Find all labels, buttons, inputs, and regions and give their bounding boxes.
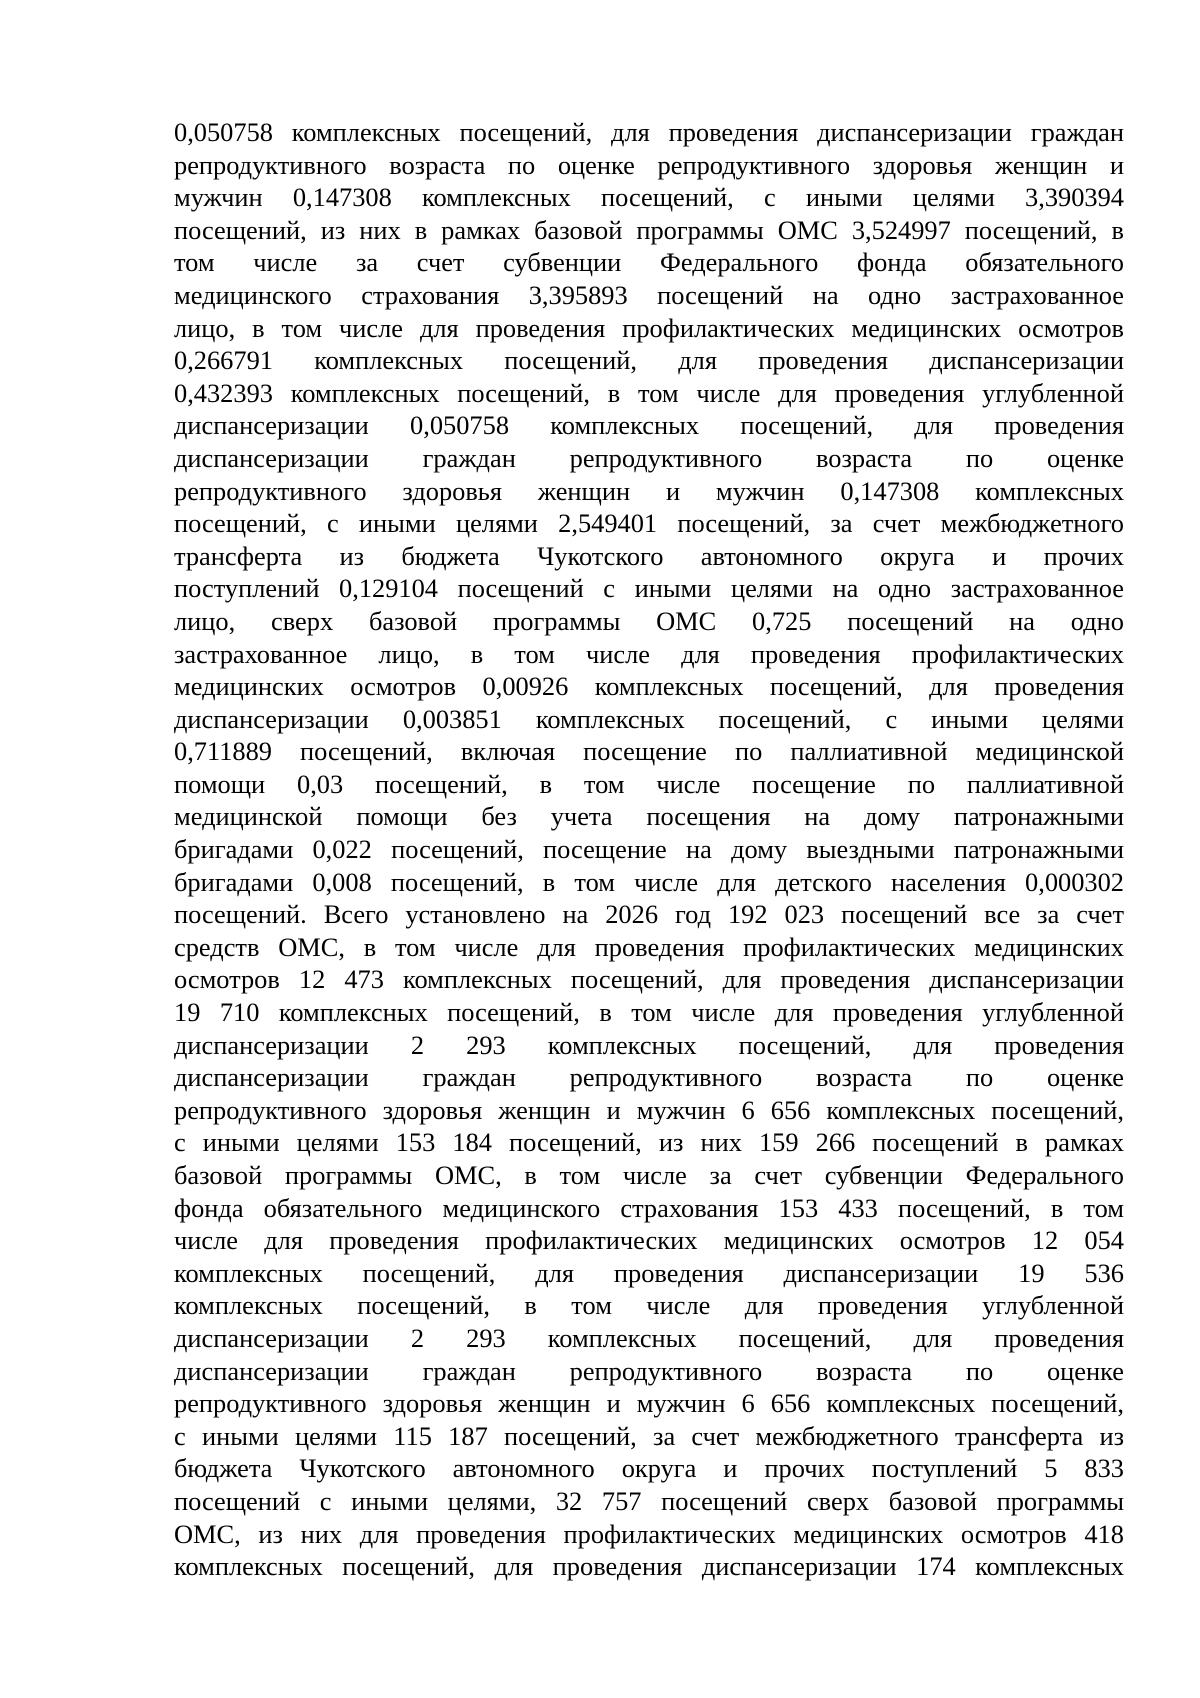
text-line: том числе за счет субвенции Федерального фонда обязательного [174, 247, 1124, 278]
text-line: 0,432393 комплексных посещений, в том числе для проведения углубленной [174, 377, 1124, 408]
text-line: посещений. Всего установлено на 2026 год 192 023 посещений все за счет [174, 899, 1124, 930]
text-line: комплексных посещений, для проведения диспансеризации 19 536 [174, 1257, 1124, 1288]
text-line: комплексных посещений, в том числе для проведения углубленной [174, 1290, 1124, 1321]
text-line: осмотров 12 473 комплексных посещений, для проведения диспансеризации [174, 964, 1124, 995]
text-line: диспансеризации 0,050758 комплексных посещений, для проведения [174, 410, 1124, 441]
text-line: бюджета Чукотского автономного округа и прочих поступлений 5 833 [174, 1453, 1124, 1484]
text-line: поступлений 0,129104 посещений с иными целями на одно застрахованное [174, 573, 1124, 604]
text-line: диспансеризации граждан репродуктивного возраста по оценке [174, 1062, 1124, 1093]
text-line: средств ОМС, в том числе для проведения профилактических медицинских [174, 931, 1124, 962]
text-line: посещений с иными целями, 32 757 посещений сверх базовой программы [174, 1485, 1124, 1516]
text-line: с иными целями 115 187 посещений, за счет межбюджетного трансферта из [174, 1420, 1124, 1451]
text-line: медицинской помощи без учета посещения на дому патронажными [174, 801, 1124, 832]
text-line: 0,050758 комплексных посещений, для проведения диспансеризации граждан [174, 117, 1124, 147]
text-line: 0,266791 комплексных посещений, для проведения диспансеризации [174, 345, 1124, 376]
text-line: диспансеризации 2 293 комплексных посещений, для проведения [174, 1029, 1124, 1060]
text-line: фонда обязательного медицинского страхования 153 433 посещений, в том [174, 1192, 1124, 1223]
text-line: диспансеризации граждан репродуктивного возраста по оценке [174, 442, 1124, 473]
text-line: числе для проведения профилактических медицинских осмотров 12 054 [174, 1225, 1124, 1256]
text-line: трансферта из бюджета Чукотского автономного округа и прочих [174, 540, 1124, 571]
text-line: 0,711889 посещений, включая посещение по паллиативной медицинской [174, 736, 1124, 767]
text-line: репродуктивного здоровья женщин и мужчин 6 656 комплексных посещений, [174, 1388, 1124, 1419]
text-line: застрахованное лицо, в том числе для проведения профилактических [174, 638, 1124, 669]
text-line: бригадами 0,022 посещений, посещение на дому выездными патронажными [174, 834, 1124, 865]
text-line: мужчин 0,147308 комплексных посещений, с иными целями 3,390394 [174, 182, 1124, 213]
text-line: 19 710 комплексных посещений, в том числе для проведения углубленной [174, 997, 1124, 1028]
text-line: бригадами 0,008 посещений, в том числе для детского населения 0,000302 [174, 866, 1124, 897]
text-line: базовой программы ОМС, в том числе за счет субвенции Федерального [174, 1160, 1124, 1190]
text-line: репродуктивного здоровья женщин и мужчин 0,147308 комплексных [174, 475, 1124, 506]
text-line: лицо, в том числе для проведения профилактических медицинских осмотров [174, 312, 1124, 343]
body-text [174, 116, 1124, 1583]
text-line: репродуктивного возраста по оценке репродуктивного здоровья женщин и [174, 149, 1124, 180]
text-line: лицо, сверх базовой программы ОМС 0,725 посещений на одно [174, 605, 1124, 636]
text-line: репродуктивного здоровья женщин и мужчин 6 656 комплексных посещений, [174, 1094, 1124, 1125]
text-line: медицинских осмотров 0,00926 комплексных посещений, для проведения [174, 671, 1124, 702]
text-line: диспансеризации граждан репродуктивного возраста по оценке [174, 1355, 1124, 1386]
text-line: диспансеризации 0,003851 комплексных посещений, с иными целями [174, 703, 1124, 734]
text-line: ОМС, из них для проведения профилактических медицинских осмотров 418 [174, 1518, 1124, 1549]
text-line: помощи 0,03 посещений, в том числе посещение по паллиативной [174, 768, 1124, 799]
text-line: с иными целями 153 184 посещений, из них 159 266 посещений в рамках [174, 1127, 1124, 1158]
text-line: медицинского страхования 3,395893 посещений на одно застрахованное [174, 279, 1124, 310]
text-line: посещений, с иными целями 2,549401 посещений, за счет межбюджетного [174, 508, 1124, 539]
text-line: диспансеризации 2 293 комплексных посещений, для проведения [174, 1322, 1124, 1353]
text-line: посещений, из них в рамках базовой программы ОМС 3,524997 посещений, в [174, 214, 1124, 245]
text-line: комплексных посещений, для проведения диспансеризации 174 комплексных [174, 1551, 1124, 1582]
